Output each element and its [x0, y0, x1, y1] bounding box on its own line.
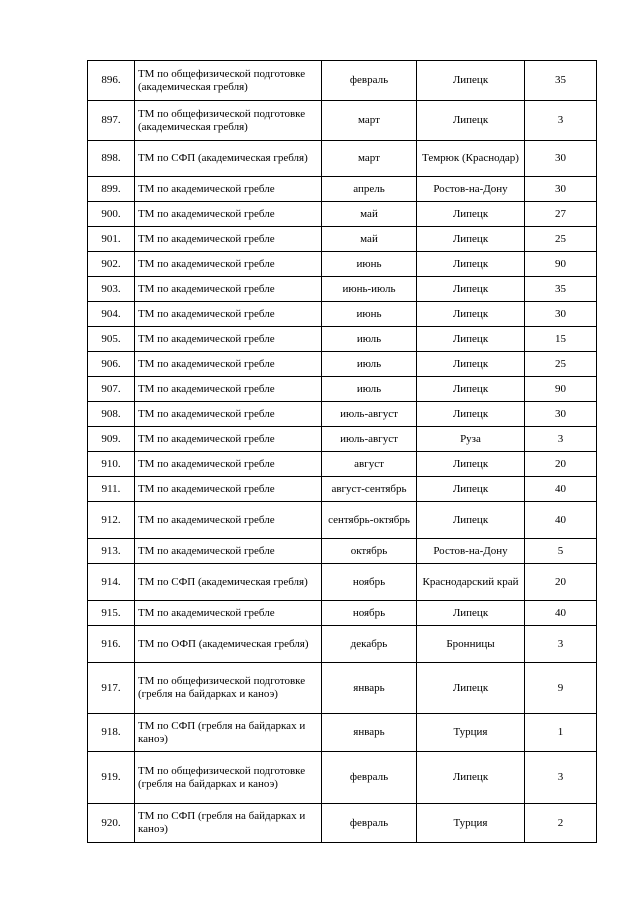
event-name-cell: ТМ по СФП (гребля на байдарках и каноэ): [135, 714, 322, 752]
event-name-cell: ТМ по ОФП (академическая гребля): [135, 626, 322, 663]
location-cell: Ростов-на-Дону: [417, 177, 525, 202]
event-name-cell: ТМ по общефизической подготовке (академическая гребля): [135, 101, 322, 141]
location-cell: Липецк: [417, 402, 525, 427]
table-row: [88, 61, 597, 101]
row-number-cell: 913.: [88, 539, 135, 564]
month-cell: июль: [322, 327, 417, 352]
participants-count-cell: 20: [525, 564, 597, 601]
participants-count-cell: 40: [525, 601, 597, 626]
participants-count-cell: 30: [525, 302, 597, 327]
participants-count-cell: 30: [525, 177, 597, 202]
month-cell: июль: [322, 352, 417, 377]
row-number-cell: 898.: [88, 141, 135, 177]
table-row: [88, 252, 597, 277]
row-number-cell: 910.: [88, 452, 135, 477]
event-name-cell: ТМ по академической гребле: [135, 539, 322, 564]
row-number-cell: 902.: [88, 252, 135, 277]
month-cell: ноябрь: [322, 601, 417, 626]
event-name-cell: ТМ по СФП (академическая гребля): [135, 564, 322, 601]
participants-count-cell: 25: [525, 352, 597, 377]
location-cell: Липецк: [417, 352, 525, 377]
table-row: [88, 564, 597, 601]
location-cell: Руза: [417, 427, 525, 452]
month-cell: сентябрь-октябрь: [322, 502, 417, 539]
location-cell: Липецк: [417, 327, 525, 352]
month-cell: июнь-июль: [322, 277, 417, 302]
table-row: [88, 277, 597, 302]
row-number-cell: 901.: [88, 227, 135, 252]
event-name-cell: ТМ по академической гребле: [135, 377, 322, 402]
location-cell: Липецк: [417, 202, 525, 227]
location-cell: Липецк: [417, 752, 525, 804]
participants-count-cell: 30: [525, 402, 597, 427]
event-name-cell: ТМ по общефизической подготовке (академическая гребля): [135, 61, 322, 101]
table-row: [88, 539, 597, 564]
row-number-cell: 896.: [88, 61, 135, 101]
participants-count-cell: 25: [525, 227, 597, 252]
row-number-cell: 914.: [88, 564, 135, 601]
month-cell: июнь: [322, 302, 417, 327]
month-cell: июль-август: [322, 427, 417, 452]
event-name-cell: ТМ по академической гребле: [135, 601, 322, 626]
location-cell: Липецк: [417, 601, 525, 626]
location-cell: Турция: [417, 714, 525, 752]
month-cell: январь: [322, 714, 417, 752]
row-number-cell: 918.: [88, 714, 135, 752]
table-row: [88, 227, 597, 252]
event-name-cell: ТМ по академической гребле: [135, 427, 322, 452]
event-name-cell: ТМ по академической гребле: [135, 352, 322, 377]
participants-count-cell: 3: [525, 752, 597, 804]
participants-count-cell: 27: [525, 202, 597, 227]
location-cell: Турция: [417, 804, 525, 843]
participants-count-cell: 20: [525, 452, 597, 477]
month-cell: июль: [322, 377, 417, 402]
event-name-cell: ТМ по академической гребле: [135, 502, 322, 539]
row-number-cell: 900.: [88, 202, 135, 227]
event-name-cell: ТМ по академической гребле: [135, 452, 322, 477]
participants-count-cell: 9: [525, 663, 597, 714]
event-name-cell: ТМ по академической гребле: [135, 477, 322, 502]
month-cell: февраль: [322, 804, 417, 843]
row-number-cell: 916.: [88, 626, 135, 663]
event-name-cell: ТМ по академической гребле: [135, 277, 322, 302]
month-cell: август-сентябрь: [322, 477, 417, 502]
table-row: [88, 663, 597, 714]
event-name-cell: ТМ по академической гребле: [135, 252, 322, 277]
event-name-cell: ТМ по академической гребле: [135, 302, 322, 327]
table-row: [88, 502, 597, 539]
row-number-cell: 903.: [88, 277, 135, 302]
participants-count-cell: 3: [525, 427, 597, 452]
month-cell: март: [322, 141, 417, 177]
location-cell: Липецк: [417, 101, 525, 141]
location-cell: Липецк: [417, 377, 525, 402]
row-number-cell: 905.: [88, 327, 135, 352]
participants-count-cell: 40: [525, 477, 597, 502]
event-name-cell: ТМ по СФП (академическая гребля): [135, 141, 322, 177]
event-name-cell: ТМ по академической гребле: [135, 402, 322, 427]
table-row: [88, 327, 597, 352]
row-number-cell: 920.: [88, 804, 135, 843]
events-table: [87, 60, 597, 843]
location-cell: Липецк: [417, 227, 525, 252]
event-name-cell: ТМ по общефизической подготовке (гребля на байдарках и каноэ): [135, 752, 322, 804]
location-cell: Липецк: [417, 302, 525, 327]
row-number-cell: 899.: [88, 177, 135, 202]
row-number-cell: 904.: [88, 302, 135, 327]
participants-count-cell: 15: [525, 327, 597, 352]
location-cell: Липецк: [417, 452, 525, 477]
event-name-cell: ТМ по академической гребле: [135, 177, 322, 202]
month-cell: ноябрь: [322, 564, 417, 601]
month-cell: июнь: [322, 252, 417, 277]
event-name-cell: ТМ по академической гребле: [135, 202, 322, 227]
month-cell: декабрь: [322, 626, 417, 663]
table-row: [88, 377, 597, 402]
participants-count-cell: 35: [525, 61, 597, 101]
row-number-cell: 906.: [88, 352, 135, 377]
month-cell: февраль: [322, 752, 417, 804]
row-number-cell: 909.: [88, 427, 135, 452]
participants-count-cell: 5: [525, 539, 597, 564]
event-name-cell: ТМ по общефизической подготовке (гребля на байдарках и каноэ): [135, 663, 322, 714]
table-row: [88, 402, 597, 427]
participants-count-cell: 1: [525, 714, 597, 752]
row-number-cell: 917.: [88, 663, 135, 714]
location-cell: Липецк: [417, 502, 525, 539]
table-row: [88, 202, 597, 227]
month-cell: май: [322, 227, 417, 252]
table-row: [88, 714, 597, 752]
table-row: [88, 427, 597, 452]
month-cell: март: [322, 101, 417, 141]
month-cell: апрель: [322, 177, 417, 202]
participants-count-cell: 3: [525, 101, 597, 141]
table-row: [88, 601, 597, 626]
location-cell: Липецк: [417, 663, 525, 714]
table-row: [88, 477, 597, 502]
participants-count-cell: 30: [525, 141, 597, 177]
events-table-body: [88, 61, 597, 843]
participants-count-cell: 35: [525, 277, 597, 302]
event-name-cell: ТМ по академической гребле: [135, 227, 322, 252]
month-cell: январь: [322, 663, 417, 714]
table-row: [88, 452, 597, 477]
location-cell: Бронницы: [417, 626, 525, 663]
table-row: [88, 352, 597, 377]
location-cell: Краснодарский край: [417, 564, 525, 601]
participants-count-cell: 2: [525, 804, 597, 843]
table-row: [88, 101, 597, 141]
event-name-cell: ТМ по академической гребле: [135, 327, 322, 352]
month-cell: июль-август: [322, 402, 417, 427]
location-cell: Липецк: [417, 477, 525, 502]
row-number-cell: 911.: [88, 477, 135, 502]
month-cell: август: [322, 452, 417, 477]
location-cell: Темрюк (Краснодар): [417, 141, 525, 177]
row-number-cell: 912.: [88, 502, 135, 539]
row-number-cell: 915.: [88, 601, 135, 626]
month-cell: февраль: [322, 61, 417, 101]
location-cell: Липецк: [417, 252, 525, 277]
table-row: [88, 804, 597, 843]
row-number-cell: 908.: [88, 402, 135, 427]
event-name-cell: ТМ по СФП (гребля на байдарках и каноэ): [135, 804, 322, 843]
participants-count-cell: 40: [525, 502, 597, 539]
table-row: [88, 177, 597, 202]
participants-count-cell: 90: [525, 252, 597, 277]
location-cell: Липецк: [417, 277, 525, 302]
table-row: [88, 626, 597, 663]
participants-count-cell: 3: [525, 626, 597, 663]
table-row: [88, 752, 597, 804]
table-row: [88, 302, 597, 327]
location-cell: Ростов-на-Дону: [417, 539, 525, 564]
row-number-cell: 907.: [88, 377, 135, 402]
table-row: [88, 141, 597, 177]
row-number-cell: 897.: [88, 101, 135, 141]
month-cell: октябрь: [322, 539, 417, 564]
row-number-cell: 919.: [88, 752, 135, 804]
month-cell: май: [322, 202, 417, 227]
location-cell: Липецк: [417, 61, 525, 101]
participants-count-cell: 90: [525, 377, 597, 402]
